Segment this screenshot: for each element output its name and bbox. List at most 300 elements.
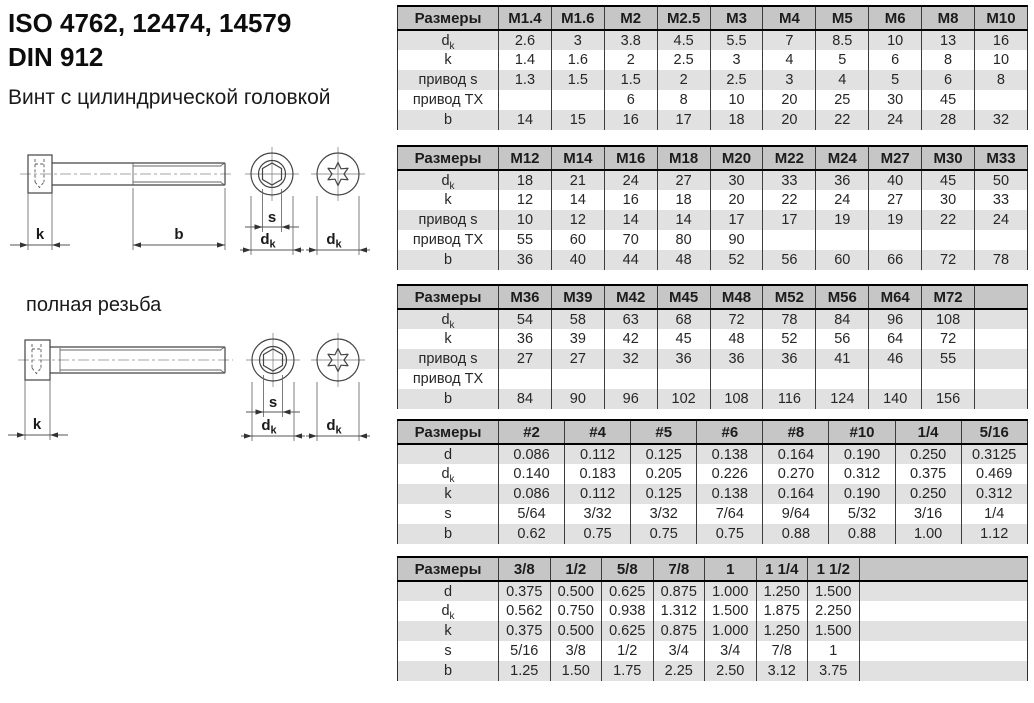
table-row [398,389,1028,409]
size-column-header: M8 [922,6,975,30]
size-column-header: 5/8 [602,557,654,581]
value-cell [816,230,869,250]
size-column-header: M33 [975,146,1028,170]
value-cell: 0.183 [565,464,631,484]
value-cell: 20 [763,90,816,110]
value-cell: 0.226 [697,464,763,484]
size-column-header: M72 [922,285,975,309]
value-cell: 3/16 [895,504,961,524]
value-cell: 24 [816,190,869,210]
value-cell: 40 [551,250,604,270]
value-cell: 8.5 [816,30,869,50]
row-label: d [443,446,453,463]
value-cell: 0.140 [499,464,565,484]
value-cell [551,369,604,389]
value-cell: 1/2 [602,641,654,661]
value-cell: 3 [710,50,763,70]
value-cell: 7 [763,30,816,50]
value-cell: 3/32 [631,504,697,524]
row-label: s [444,506,452,522]
value-cell: 16 [975,30,1028,50]
size-column-header: M1.4 [499,6,552,30]
value-cell: 0.250 [895,484,961,504]
size-column-header: M22 [763,146,816,170]
row-label: $d_k$ [441,172,455,190]
value-cell: 36 [499,250,552,270]
header-row [398,420,1028,444]
size-column-header: M5 [816,6,869,30]
row-label: b [443,526,453,542]
dimension-table-metric-m36-m72 [397,284,1028,409]
size-column-header: #2 [499,420,565,444]
screw-side-view-full-thread [8,340,233,440]
value-cell: 1.12 [961,524,1027,544]
value-cell: 0.205 [631,464,697,484]
value-cell: 14 [551,190,604,210]
value-cell: 27 [551,349,604,369]
size-column-header: M64 [869,285,922,309]
value-cell: 102 [657,389,710,409]
value-cell: 58 [551,309,604,329]
value-cell: 12 [551,210,604,230]
table-row [398,190,1028,210]
value-cell [975,230,1028,250]
value-cell: 48 [657,250,710,270]
value-cell [869,369,922,389]
value-cell: 0.125 [631,484,697,504]
value-cell [763,230,816,250]
subtitle: Винт с цилиндрической головкой [8,86,331,109]
value-cell: 2.5 [657,50,710,70]
value-cell: 39 [551,329,604,349]
value-cell: 9/64 [763,504,829,524]
value-cell: 1.875 [756,601,808,621]
value-cell: 3.75 [808,661,860,681]
value-cell: 3 [551,30,604,50]
value-cell [859,581,1028,601]
value-cell: 14 [604,210,657,230]
value-cell: 0.086 [499,444,565,464]
value-cell: 1 [808,641,860,661]
value-cell: 72 [922,250,975,270]
size-column-header: M3 [710,6,763,30]
dimension-table-inch-fraction-sizes [397,556,1028,681]
size-column-header: M6 [869,6,922,30]
value-cell: 3.12 [756,661,808,681]
value-cell: 36 [710,349,763,369]
value-cell: 41 [816,349,869,369]
table-row [398,444,1028,464]
value-cell: 1.000 [705,621,757,641]
value-cell: 2 [604,50,657,70]
table-row [398,641,1028,661]
value-cell: 1.250 [756,621,808,641]
value-cell: 56 [763,250,816,270]
value-cell: 24 [869,110,922,130]
page-title-standards: ISO 4762, 12474, 14579 [8,8,292,38]
row-label: b [443,391,453,407]
hex-socket-end-view-1 [240,147,304,255]
size-column-header: #6 [697,420,763,444]
value-cell: 18 [657,190,710,210]
row-label: привод s [418,351,478,367]
table-row [398,230,1028,250]
value-cell [859,661,1028,681]
value-cell: 140 [869,389,922,409]
row-label: b [443,252,453,268]
value-cell [859,641,1028,661]
value-cell: 8 [657,90,710,110]
value-cell: 44 [604,250,657,270]
row-label: k [444,52,452,68]
table-row [398,484,1028,504]
value-cell: 0.562 [499,601,551,621]
value-cell: 0.88 [829,524,895,544]
value-cell: 1.50 [550,661,602,681]
value-cell: 56 [816,329,869,349]
value-cell: 18 [499,170,552,190]
row-label: привод TX [412,232,484,248]
size-column-header: M48 [710,285,763,309]
table-row [398,329,1028,349]
torx-socket-end-view-2 [306,333,370,441]
value-cell: 5.5 [710,30,763,50]
dim-label-s: s [268,394,278,411]
value-cell: 24 [604,170,657,190]
value-cell [975,349,1028,369]
header-row [398,146,1028,170]
value-cell: 20 [710,190,763,210]
value-cell: 50 [975,170,1028,190]
value-cell: 21 [551,170,604,190]
value-cell: 0.250 [895,444,961,464]
value-cell: 36 [763,349,816,369]
table-row [398,70,1028,90]
sizes-header-cell: Размеры [414,288,482,306]
dimension-table [397,556,1028,681]
table-row [398,110,1028,130]
value-cell: 36 [816,170,869,190]
value-cell: 4.5 [657,30,710,50]
value-cell: 15 [551,110,604,130]
value-cell: 32 [975,110,1028,130]
hex-socket-end-view-2 [241,333,305,441]
value-cell: 48 [710,329,763,349]
value-cell: 28 [922,110,975,130]
value-cell: 0.75 [697,524,763,544]
size-column-header: #4 [565,420,631,444]
value-cell: 30 [922,190,975,210]
table-row [398,90,1028,110]
value-cell: 2.6 [499,30,552,50]
value-cell: 0.270 [763,464,829,484]
row-label: k [444,331,452,347]
value-cell: 68 [657,309,710,329]
page-title-din: DIN 912 [8,42,104,72]
row-label: привод TX [412,371,484,387]
value-cell: 0.312 [961,484,1027,504]
value-cell: 0.138 [697,444,763,464]
value-cell: 4 [816,70,869,90]
value-cell: 27 [499,349,552,369]
value-cell: 0.75 [631,524,697,544]
table-row [398,524,1028,544]
value-cell: 108 [710,389,763,409]
size-column-header: M10 [975,6,1028,30]
value-cell: 156 [922,389,975,409]
size-column-header: M30 [922,146,975,170]
table-row [398,464,1028,484]
value-cell: 0.625 [602,621,654,641]
header-row [398,285,1028,309]
size-column-header: 1 [705,557,757,581]
row-label: k [444,192,452,208]
value-cell [869,230,922,250]
value-cell: 0.500 [550,621,602,641]
size-column-header: M2 [604,6,657,30]
value-cell: 10 [499,210,552,230]
row-label: привод s [418,212,478,228]
size-column-header: 1/4 [895,420,961,444]
value-cell: 52 [763,329,816,349]
value-cell: 33 [763,170,816,190]
value-cell: 96 [869,309,922,329]
value-cell: 1.75 [602,661,654,681]
value-cell: 80 [657,230,710,250]
value-cell: 6 [604,90,657,110]
value-cell: 22 [922,210,975,230]
value-cell: 0.938 [602,601,654,621]
value-cell: 5/64 [499,504,565,524]
size-column-header: M39 [551,285,604,309]
value-cell: 0.3125 [961,444,1027,464]
value-cell: 8 [975,70,1028,90]
value-cell: 72 [922,329,975,349]
value-cell: 1.6 [551,50,604,70]
value-cell: 52 [710,250,763,270]
value-cell: 0.164 [763,484,829,504]
size-column-header: M56 [816,285,869,309]
value-cell: 18 [710,110,763,130]
size-column-header: M20 [710,146,763,170]
screw-side-view-partial-thread [10,155,233,250]
size-column-header: #8 [763,420,829,444]
value-cell [922,369,975,389]
row-label: привод TX [412,92,484,108]
value-cell: 14 [657,210,710,230]
value-cell: 5 [869,70,922,90]
value-cell: 27 [869,190,922,210]
value-cell: 2 [657,70,710,90]
dim-label-s: s [267,209,277,226]
value-cell [859,601,1028,621]
dim-label-dk: $d_k$ [326,417,342,437]
value-cell: 10 [869,30,922,50]
value-cell: 2.5 [710,70,763,90]
value-cell: 10 [975,50,1028,70]
value-cell: 24 [975,210,1028,230]
value-cell [975,90,1028,110]
value-cell: 60 [816,250,869,270]
value-cell [763,369,816,389]
row-label: b [443,112,453,128]
value-cell: 0.138 [697,484,763,504]
value-cell: 45 [657,329,710,349]
value-cell: 72 [710,309,763,329]
size-column-header: M16 [604,146,657,170]
value-cell: 17 [710,210,763,230]
value-cell: 45 [922,90,975,110]
value-cell: 0.112 [565,444,631,464]
value-cell: 36 [499,329,552,349]
value-cell: 3 [763,70,816,90]
value-cell: 0.086 [499,484,565,504]
value-cell: 0.190 [829,484,895,504]
row-label: $d_k$ [441,466,455,484]
value-cell [975,329,1028,349]
value-cell: 0.125 [631,444,697,464]
value-cell [499,369,552,389]
dimension-table-metric-m1.4-m10 [397,5,1028,130]
value-cell: 7/64 [697,504,763,524]
value-cell: 96 [604,389,657,409]
full-thread-label: полная резьба [26,294,162,316]
sizes-header-cell: Размеры [414,9,482,27]
value-cell [816,369,869,389]
value-cell: 3/8 [550,641,602,661]
table-row [398,250,1028,270]
table-row [398,581,1028,601]
value-cell: 45 [922,170,975,190]
value-cell [499,90,552,110]
value-cell: 3/32 [565,504,631,524]
value-cell: 1.250 [756,581,808,601]
size-column-header: #5 [631,420,697,444]
size-column-header: M4 [763,6,816,30]
value-cell: 0.190 [829,444,895,464]
dim-label-dk: $d_k$ [260,231,276,251]
value-cell: 17 [657,110,710,130]
value-cell: 0.750 [550,601,602,621]
value-cell: 1.00 [895,524,961,544]
value-cell: 13 [922,30,975,50]
dimension-table [397,5,1028,130]
dimension-table-inch-number-sizes [397,419,1028,544]
row-label: $d_k$ [441,32,455,50]
value-cell: 54 [499,309,552,329]
table-row [398,601,1028,621]
value-cell: 0.469 [961,464,1027,484]
size-column-header: M1.6 [551,6,604,30]
technical-drawings [0,140,397,455]
value-cell: 0.875 [653,581,705,601]
size-column-header: M18 [657,146,710,170]
value-cell [657,369,710,389]
value-cell: 3.8 [604,30,657,50]
value-cell: 1.25 [499,661,551,681]
row-label: привод s [418,72,478,88]
size-column-header: M14 [551,146,604,170]
value-cell: 40 [869,170,922,190]
value-cell: 6 [922,70,975,90]
size-column-header: #10 [829,420,895,444]
dimension-table [397,284,1028,409]
value-cell [710,369,763,389]
dim-label-k: k [35,226,45,243]
value-cell: 5 [816,50,869,70]
value-cell: 20 [763,110,816,130]
value-cell: 1.500 [808,621,860,641]
value-cell: 90 [710,230,763,250]
header-row [398,6,1028,30]
value-cell: 4 [763,50,816,70]
dim-label-dk: $d_k$ [326,231,342,251]
value-cell: 63 [604,309,657,329]
value-cell: 3/4 [705,641,757,661]
value-cell: 19 [869,210,922,230]
size-column-header: 1 1/2 [808,557,860,581]
dim-label-k: k [32,416,42,433]
value-cell: 1.000 [705,581,757,601]
row-label: $d_k$ [441,311,455,329]
value-cell [604,369,657,389]
value-cell: 32 [604,349,657,369]
value-cell: 0.88 [763,524,829,544]
value-cell: 42 [604,329,657,349]
table-row [398,369,1028,389]
value-cell: 25 [816,90,869,110]
value-cell: 3/4 [653,641,705,661]
value-cell [975,389,1028,409]
value-cell: 64 [869,329,922,349]
size-column-header: 1 1/4 [756,557,808,581]
value-cell: 30 [710,170,763,190]
value-cell: 1.5 [604,70,657,90]
value-cell: 60 [551,230,604,250]
size-column-header [975,285,1028,309]
value-cell: 0.375 [499,621,551,641]
size-column-header: 3/8 [499,557,551,581]
value-cell: 1/4 [961,504,1027,524]
value-cell: 70 [604,230,657,250]
value-cell: 55 [499,230,552,250]
row-label: b [443,663,453,679]
value-cell: 78 [975,250,1028,270]
value-cell: 0.62 [499,524,565,544]
tables-panel [397,5,1028,681]
value-cell: 2.250 [808,601,860,621]
sizes-header-cell: Размеры [414,560,482,578]
value-cell [975,309,1028,329]
table-row [398,349,1028,369]
row-label: d [443,583,453,600]
value-cell: 1.3 [499,70,552,90]
value-cell: 5/16 [499,641,551,661]
table-row [398,30,1028,50]
table-row [398,50,1028,70]
size-column-header: M27 [869,146,922,170]
value-cell: 90 [551,389,604,409]
value-cell: 84 [499,389,552,409]
value-cell: 0.625 [602,581,654,601]
size-column-header: 5/16 [961,420,1027,444]
value-cell: 84 [816,309,869,329]
value-cell: 0.112 [565,484,631,504]
header-row [398,557,1028,581]
value-cell: 124 [816,389,869,409]
size-column-header: M2.5 [657,6,710,30]
value-cell: 7/8 [756,641,808,661]
